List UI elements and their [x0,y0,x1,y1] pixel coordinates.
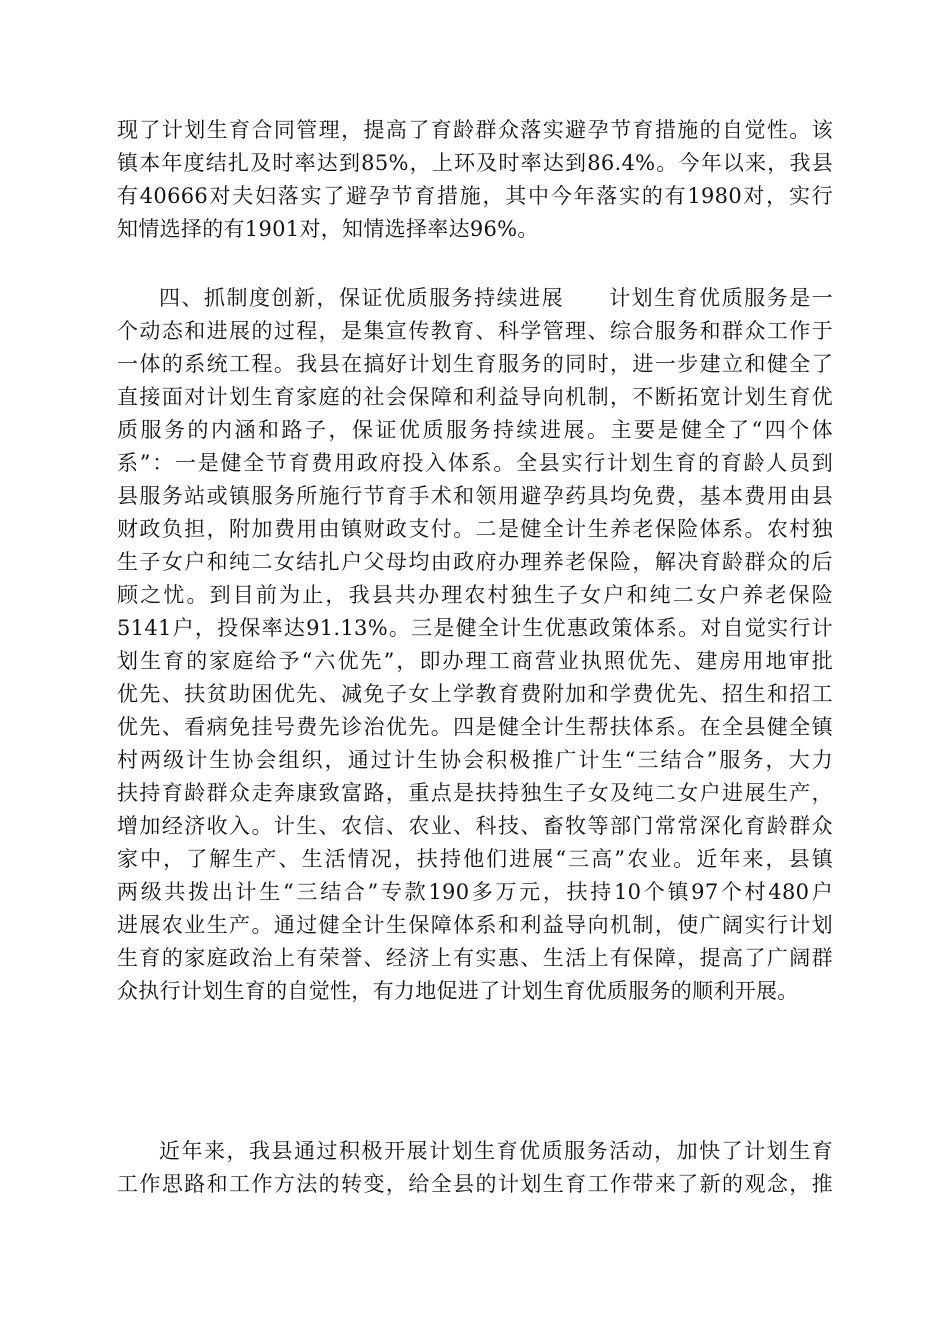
paragraph-1 [117,114,833,246]
text-line: 系”：一是健全节育费用政府投入体系。全县实行计划生育的育龄人员到 [117,451,833,475]
text-line: 质服务的内涵和路子，保证优质服务持续进展。主要是健全了“四个体 [117,418,833,442]
text-line: 优先、扶贫助困优先、减免子女上学教育费附加和学费优先、招生和招工 [117,682,833,706]
text-line: 县服务站或镇服务所施行节育手术和领用避孕药具均免费，基本费用由县 [117,484,833,508]
text-line: 优先、看病免挂号费先诊治优先。四是健全计生帮扶体系。在全县健全镇 [117,715,833,739]
text-line: 两级共拨出计生“三结合”专款190多万元，扶持10个镇97个村480户 [117,880,833,904]
text-line: 有40666对夫妇落实了避孕节育措施，其中今年落实的有1980对，实行 [117,184,833,208]
text-line: 工作思路和工作方法的转变，给全县的计划生育工作带来了新的观念，推 [117,1172,833,1196]
section-heading-line: 四、抓制度创新，保证优质服务持续进展 计划生育优质服务是一 [159,286,833,310]
text-line: 村两级计生协会组织，通过计生协会积极推广计生“三结合”服务，大力 [117,748,833,772]
text-line: 生子女户和纯二女结扎户父母均由政府办理养老保险，解决育龄群众的后 [117,550,833,574]
text-line: 家中，了解生产、生活情况，扶持他们进展“三高”农业。近年来，县镇 [117,847,833,871]
text-line: 财政负担，附加费用由镇财政支付。二是健全计生养老保险体系。农村独 [117,517,833,541]
text-line: 近年来，我县通过积极开展计划生育优质服务活动，加快了计划生育 [159,1139,833,1163]
text-line: 一体的系统工程。我县在搞好计划生育服务的同时，进一步建立和健全了 [117,352,833,376]
paragraph-2 [117,282,833,1008]
text-line: 众执行计划生育的自觉性，有力地促进了计划生育优质服务的顺利开展。 [117,979,799,1003]
text-line: 划生育的家庭给予“六优先”，即办理工商营业执照优先、建房用地审批 [117,649,833,673]
text-line: 直接面对计划生育家庭的社会保障和利益导向机制，不断拓宽计划生育优 [117,385,833,409]
text-line: 增加经济收入。计生、农信、农业、科技、畜牧等部门常常深化育龄群众 [117,814,833,838]
text-line: 5141户，投保率达91.13%。三是健全计生优惠政策体系。对自觉实行计 [117,616,833,640]
text-line: 知情选择的有1901对，知情选择率达96%。 [117,217,539,241]
text-line: 顾之忧。到目前为止，我县共办理农村独生子女户和纯二女户养老保险 [117,583,833,607]
text-line: 进展农业生产。通过健全计生保障体系和利益导向机制，使广阔实行计划 [117,913,833,937]
text-line: 生育的家庭政治上有荣誉、经济上有实惠、生活上有保障，提高了广阔群 [117,946,833,970]
text-line: 现了计划生育合同管理，提高了育龄群众落实避孕节育措施的自觉性。该 [117,118,833,142]
text-line: 镇本年度结扎及时率达到85%，上环及时率达到86.4%。今年以来，我县 [117,151,833,175]
paragraph-3 [117,1135,833,1201]
text-line: 个动态和进展的过程，是集宣传教育、科学管理、综合服务和群众工作于 [117,319,833,343]
text-line: 扶持育龄群众走奔康致富路，重点是扶持独生子女及纯二女户进展生产， [117,781,833,805]
